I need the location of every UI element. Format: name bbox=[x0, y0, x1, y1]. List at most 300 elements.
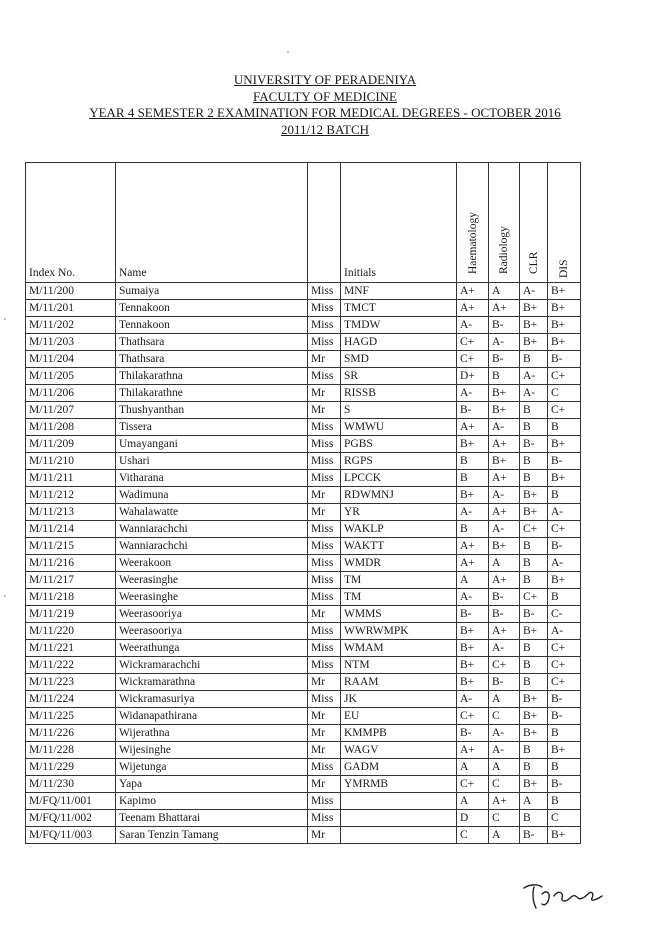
cell-title: Miss bbox=[308, 793, 341, 810]
cell-haem: B bbox=[457, 453, 489, 470]
cell-dis: C+ bbox=[548, 521, 581, 538]
cell-haem: D+ bbox=[457, 368, 489, 385]
cell-rad: B+ bbox=[489, 538, 520, 555]
table-row bbox=[26, 793, 581, 810]
cell-name: Weerasooriya bbox=[116, 606, 308, 623]
cell-dis: B- bbox=[548, 453, 581, 470]
col-header-dis: DIS bbox=[548, 163, 581, 283]
cell-index: M/11/225 bbox=[26, 708, 116, 725]
exam-title: YEAR 4 SEMESTER 2 EXAMINATION FOR MEDICAL DEGREES - OCTOBER 2016 bbox=[89, 105, 561, 120]
cell-haem: B bbox=[457, 521, 489, 538]
cell-index: M/11/228 bbox=[26, 742, 116, 759]
cell-clr: A- bbox=[520, 385, 548, 402]
cell-rad: B- bbox=[489, 351, 520, 368]
cell-name: Wickramasuriya bbox=[116, 691, 308, 708]
scan-mark bbox=[4, 595, 6, 597]
cell-index: M/11/214 bbox=[26, 521, 116, 538]
cell-initials: RISSB bbox=[341, 385, 457, 402]
table-row bbox=[26, 674, 581, 691]
cell-initials: WAKTT bbox=[341, 538, 457, 555]
cell-dis: C+ bbox=[548, 674, 581, 691]
cell-dis: A- bbox=[548, 555, 581, 572]
cell-haem: A+ bbox=[457, 538, 489, 555]
cell-initials: RGPS bbox=[341, 453, 457, 470]
cell-index: M/FQ/11/003 bbox=[26, 827, 116, 844]
cell-dis: B bbox=[548, 589, 581, 606]
table-row bbox=[26, 283, 581, 300]
cell-name: Tissera bbox=[116, 419, 308, 436]
cell-title: Miss bbox=[308, 623, 341, 640]
cell-name: Widanapathirana bbox=[116, 708, 308, 725]
cell-index: M/FQ/11/002 bbox=[26, 810, 116, 827]
cell-title: Mr bbox=[308, 351, 341, 368]
cell-index: M/11/222 bbox=[26, 657, 116, 674]
table-row bbox=[26, 436, 581, 453]
cell-title: Miss bbox=[308, 436, 341, 453]
cell-index: M/FQ/11/001 bbox=[26, 793, 116, 810]
cell-title: Miss bbox=[308, 300, 341, 317]
cell-title: Miss bbox=[308, 453, 341, 470]
cell-rad: A bbox=[489, 759, 520, 776]
cell-clr: A bbox=[520, 793, 548, 810]
cell-haem: B- bbox=[457, 402, 489, 419]
cell-initials: HAGD bbox=[341, 334, 457, 351]
cell-initials: WMMS bbox=[341, 606, 457, 623]
cell-name: Wickramarachchi bbox=[116, 657, 308, 674]
cell-title: Miss bbox=[308, 470, 341, 487]
cell-name: Weerasooriya bbox=[116, 623, 308, 640]
cell-name: Thilakarathna bbox=[116, 368, 308, 385]
cell-dis: B- bbox=[548, 351, 581, 368]
table-row bbox=[26, 504, 581, 521]
cell-name: Wahalawatte bbox=[116, 504, 308, 521]
cell-haem: A+ bbox=[457, 300, 489, 317]
cell-index: M/11/210 bbox=[26, 453, 116, 470]
cell-rad: A bbox=[489, 555, 520, 572]
cell-name: Wickramarathna bbox=[116, 674, 308, 691]
cell-initials: TMDW bbox=[341, 317, 457, 334]
cell-index: M/11/212 bbox=[26, 487, 116, 504]
table-row bbox=[26, 827, 581, 844]
cell-initials: WMDR bbox=[341, 555, 457, 572]
cell-initials: WAGV bbox=[341, 742, 457, 759]
cell-name: Tennakoon bbox=[116, 300, 308, 317]
cell-dis: B- bbox=[548, 776, 581, 793]
cell-clr: B bbox=[520, 470, 548, 487]
table-row bbox=[26, 487, 581, 504]
cell-rad: A+ bbox=[489, 793, 520, 810]
cell-index: M/11/209 bbox=[26, 436, 116, 453]
cell-dis: B+ bbox=[548, 334, 581, 351]
cell-dis: B+ bbox=[548, 742, 581, 759]
cell-index: M/11/218 bbox=[26, 589, 116, 606]
cell-index: M/11/221 bbox=[26, 640, 116, 657]
cell-dis: B+ bbox=[548, 283, 581, 300]
col-header-name: Name bbox=[116, 163, 308, 283]
cell-clr: B bbox=[520, 742, 548, 759]
cell-name: Saran Tenzin Tamang bbox=[116, 827, 308, 844]
cell-index: M/11/204 bbox=[26, 351, 116, 368]
cell-haem: B+ bbox=[457, 487, 489, 504]
table-row bbox=[26, 555, 581, 572]
table-row bbox=[26, 453, 581, 470]
cell-dis: B bbox=[548, 793, 581, 810]
cell-rad: A+ bbox=[489, 470, 520, 487]
col-header-title bbox=[308, 163, 341, 283]
cell-dis: B- bbox=[548, 691, 581, 708]
results-body bbox=[26, 283, 581, 844]
cell-haem: B bbox=[457, 470, 489, 487]
cell-clr: A- bbox=[520, 283, 548, 300]
cell-rad: B- bbox=[489, 674, 520, 691]
cell-title: Mr bbox=[308, 504, 341, 521]
cell-initials: WMWU bbox=[341, 419, 457, 436]
cell-rad: B bbox=[489, 368, 520, 385]
cell-haem: C+ bbox=[457, 351, 489, 368]
cell-initials: JK bbox=[341, 691, 457, 708]
header-row bbox=[26, 163, 581, 283]
cell-dis: B bbox=[548, 419, 581, 436]
cell-title: Mr bbox=[308, 827, 341, 844]
cell-dis: B+ bbox=[548, 317, 581, 334]
cell-clr: A- bbox=[520, 368, 548, 385]
table-row bbox=[26, 810, 581, 827]
cell-initials: TMCT bbox=[341, 300, 457, 317]
cell-initials: KMMPB bbox=[341, 725, 457, 742]
cell-initials: WWRWMPK bbox=[341, 623, 457, 640]
cell-dis: C- bbox=[548, 606, 581, 623]
document-header bbox=[0, 72, 650, 138]
cell-rad: A- bbox=[489, 640, 520, 657]
table-row bbox=[26, 368, 581, 385]
cell-name: Umayangani bbox=[116, 436, 308, 453]
cell-rad: C+ bbox=[489, 657, 520, 674]
cell-haem: A- bbox=[457, 504, 489, 521]
cell-title: Miss bbox=[308, 419, 341, 436]
cell-clr: B+ bbox=[520, 317, 548, 334]
cell-clr: C+ bbox=[520, 521, 548, 538]
cell-name: Thushyanthan bbox=[116, 402, 308, 419]
cell-index: M/11/226 bbox=[26, 725, 116, 742]
cell-rad: A bbox=[489, 283, 520, 300]
cell-dis: B+ bbox=[548, 300, 581, 317]
cell-dis: C+ bbox=[548, 640, 581, 657]
cell-title: Mr bbox=[308, 742, 341, 759]
cell-title: Miss bbox=[308, 283, 341, 300]
cell-initials: RDWMNJ bbox=[341, 487, 457, 504]
cell-index: M/11/217 bbox=[26, 572, 116, 589]
cell-name: Teenam Bhattarai bbox=[116, 810, 308, 827]
cell-dis: B bbox=[548, 487, 581, 504]
cell-index: M/11/230 bbox=[26, 776, 116, 793]
cell-dis: A- bbox=[548, 623, 581, 640]
cell-index: M/11/219 bbox=[26, 606, 116, 623]
cell-clr: B+ bbox=[520, 623, 548, 640]
cell-title: Miss bbox=[308, 555, 341, 572]
cell-name: Weerakoon bbox=[116, 555, 308, 572]
cell-name: Yapa bbox=[116, 776, 308, 793]
cell-index: M/11/220 bbox=[26, 623, 116, 640]
cell-initials: S bbox=[341, 402, 457, 419]
cell-dis: B+ bbox=[548, 827, 581, 844]
cell-name: Sumaiya bbox=[116, 283, 308, 300]
cell-haem: A- bbox=[457, 589, 489, 606]
col-header-haematology: Haematology bbox=[457, 163, 489, 283]
cell-title: Miss bbox=[308, 521, 341, 538]
cell-haem: B- bbox=[457, 606, 489, 623]
cell-initials: PGBS bbox=[341, 436, 457, 453]
table-row bbox=[26, 657, 581, 674]
cell-clr: B bbox=[520, 572, 548, 589]
cell-rad: A+ bbox=[489, 436, 520, 453]
table-row bbox=[26, 776, 581, 793]
cell-initials: TM bbox=[341, 589, 457, 606]
cell-title: Mr bbox=[308, 402, 341, 419]
cell-rad: A- bbox=[489, 334, 520, 351]
cell-title: Mr bbox=[308, 674, 341, 691]
cell-index: M/11/200 bbox=[26, 283, 116, 300]
cell-index: M/11/201 bbox=[26, 300, 116, 317]
cell-initials: MNF bbox=[341, 283, 457, 300]
cell-haem: A+ bbox=[457, 283, 489, 300]
cell-clr: B- bbox=[520, 606, 548, 623]
cell-initials: WAKLP bbox=[341, 521, 457, 538]
cell-title: Mr bbox=[308, 776, 341, 793]
cell-dis: B+ bbox=[548, 436, 581, 453]
cell-dis: C bbox=[548, 810, 581, 827]
table-row bbox=[26, 708, 581, 725]
cell-rad: C bbox=[489, 708, 520, 725]
cell-dis: B- bbox=[548, 538, 581, 555]
cell-clr: B bbox=[520, 657, 548, 674]
cell-haem: A+ bbox=[457, 555, 489, 572]
cell-rad: A- bbox=[489, 487, 520, 504]
cell-rad: A- bbox=[489, 521, 520, 538]
table-row bbox=[26, 742, 581, 759]
cell-clr: B bbox=[520, 402, 548, 419]
cell-initials: RAAM bbox=[341, 674, 457, 691]
cell-rad: A+ bbox=[489, 572, 520, 589]
cell-clr: B+ bbox=[520, 504, 548, 521]
cell-title: Miss bbox=[308, 317, 341, 334]
col-header-initials: Initials bbox=[341, 163, 457, 283]
cell-index: M/11/203 bbox=[26, 334, 116, 351]
results-table bbox=[25, 162, 581, 844]
cell-initials: SR bbox=[341, 368, 457, 385]
cell-haem: A- bbox=[457, 691, 489, 708]
cell-haem: A- bbox=[457, 317, 489, 334]
table-row bbox=[26, 589, 581, 606]
cell-dis: C+ bbox=[548, 657, 581, 674]
cell-rad: A bbox=[489, 691, 520, 708]
cell-clr: B bbox=[520, 674, 548, 691]
cell-name: Wijetunga bbox=[116, 759, 308, 776]
cell-rad: B+ bbox=[489, 402, 520, 419]
cell-clr: B+ bbox=[520, 708, 548, 725]
cell-haem: D bbox=[457, 810, 489, 827]
cell-name: Vitharana bbox=[116, 470, 308, 487]
cell-name: Kapimo bbox=[116, 793, 308, 810]
cell-haem: B+ bbox=[457, 640, 489, 657]
cell-rad: B- bbox=[489, 317, 520, 334]
cell-title: Miss bbox=[308, 572, 341, 589]
table-row bbox=[26, 623, 581, 640]
cell-rad: C bbox=[489, 810, 520, 827]
col-header-radiology: Radiology bbox=[489, 163, 520, 283]
cell-title: Miss bbox=[308, 810, 341, 827]
university-title: UNIVERSITY OF PERADENIYA bbox=[233, 72, 417, 87]
table-row bbox=[26, 640, 581, 657]
cell-dis: B bbox=[548, 725, 581, 742]
scan-mark bbox=[4, 318, 6, 320]
table-row bbox=[26, 300, 581, 317]
cell-name: Wijesinghe bbox=[116, 742, 308, 759]
cell-title: Miss bbox=[308, 759, 341, 776]
cell-initials: YMRMB bbox=[341, 776, 457, 793]
cell-dis: B+ bbox=[548, 470, 581, 487]
col-header-index: Index No. bbox=[26, 163, 116, 283]
cell-title: Miss bbox=[308, 691, 341, 708]
cell-title: Miss bbox=[308, 538, 341, 555]
cell-name: Thilakarathne bbox=[116, 385, 308, 402]
cell-title: Miss bbox=[308, 640, 341, 657]
cell-clr: B+ bbox=[520, 725, 548, 742]
cell-index: M/11/213 bbox=[26, 504, 116, 521]
table-row bbox=[26, 572, 581, 589]
cell-initials bbox=[341, 827, 457, 844]
cell-index: M/11/205 bbox=[26, 368, 116, 385]
cell-name: Wanniarachchi bbox=[116, 521, 308, 538]
cell-title: Miss bbox=[308, 368, 341, 385]
cell-clr: B bbox=[520, 640, 548, 657]
cell-rad: B- bbox=[489, 589, 520, 606]
cell-rad: A+ bbox=[489, 504, 520, 521]
cell-name: Ushari bbox=[116, 453, 308, 470]
cell-rad: A+ bbox=[489, 300, 520, 317]
cell-clr: B+ bbox=[520, 300, 548, 317]
cell-initials: GADM bbox=[341, 759, 457, 776]
cell-clr: B+ bbox=[520, 487, 548, 504]
cell-haem: B+ bbox=[457, 657, 489, 674]
cell-name: Weerasinghe bbox=[116, 572, 308, 589]
cell-clr: B bbox=[520, 538, 548, 555]
cell-index: M/11/216 bbox=[26, 555, 116, 572]
cell-dis: C bbox=[548, 385, 581, 402]
cell-index: M/11/206 bbox=[26, 385, 116, 402]
cell-haem: A bbox=[457, 572, 489, 589]
cell-rad: A+ bbox=[489, 623, 520, 640]
cell-haem: A bbox=[457, 759, 489, 776]
cell-title: Mr bbox=[308, 487, 341, 504]
cell-title: Mr bbox=[308, 725, 341, 742]
cell-name: Wadimuna bbox=[116, 487, 308, 504]
cell-rad: C bbox=[489, 776, 520, 793]
cell-initials: SMD bbox=[341, 351, 457, 368]
cell-dis: A- bbox=[548, 504, 581, 521]
cell-clr: B- bbox=[520, 827, 548, 844]
cell-haem: B+ bbox=[457, 623, 489, 640]
cell-haem: A+ bbox=[457, 419, 489, 436]
cell-index: M/11/215 bbox=[26, 538, 116, 555]
cell-clr: B bbox=[520, 810, 548, 827]
table-row bbox=[26, 725, 581, 742]
cell-rad: B- bbox=[489, 606, 520, 623]
table-row bbox=[26, 402, 581, 419]
cell-title: Miss bbox=[308, 657, 341, 674]
cell-initials: TM bbox=[341, 572, 457, 589]
cell-clr: B bbox=[520, 759, 548, 776]
table-row bbox=[26, 521, 581, 538]
cell-rad: A- bbox=[489, 725, 520, 742]
table-row bbox=[26, 351, 581, 368]
cell-dis: B- bbox=[548, 708, 581, 725]
table-row bbox=[26, 538, 581, 555]
cell-rad: B+ bbox=[489, 453, 520, 470]
cell-clr: B+ bbox=[520, 776, 548, 793]
table-row bbox=[26, 419, 581, 436]
table-row bbox=[26, 334, 581, 351]
table-row bbox=[26, 759, 581, 776]
cell-initials: EU bbox=[341, 708, 457, 725]
cell-haem: A- bbox=[457, 385, 489, 402]
cell-clr: B bbox=[520, 555, 548, 572]
cell-name: Tennakoon bbox=[116, 317, 308, 334]
cell-haem: C bbox=[457, 827, 489, 844]
cell-clr: B+ bbox=[520, 334, 548, 351]
cell-rad: A- bbox=[489, 419, 520, 436]
cell-name: Thathsara bbox=[116, 334, 308, 351]
cell-initials bbox=[341, 793, 457, 810]
cell-clr: B- bbox=[520, 436, 548, 453]
cell-initials: WMAM bbox=[341, 640, 457, 657]
table-row bbox=[26, 606, 581, 623]
cell-initials bbox=[341, 810, 457, 827]
cell-dis: C+ bbox=[548, 402, 581, 419]
table-row bbox=[26, 317, 581, 334]
cell-index: M/11/208 bbox=[26, 419, 116, 436]
cell-clr: B+ bbox=[520, 691, 548, 708]
cell-clr: B bbox=[520, 419, 548, 436]
cell-index: M/11/202 bbox=[26, 317, 116, 334]
cell-title: Mr bbox=[308, 708, 341, 725]
cell-rad: B+ bbox=[489, 385, 520, 402]
cell-haem: A bbox=[457, 793, 489, 810]
cell-dis: B bbox=[548, 759, 581, 776]
cell-haem: B+ bbox=[457, 436, 489, 453]
cell-haem: B- bbox=[457, 725, 489, 742]
cell-dis: C+ bbox=[548, 368, 581, 385]
cell-title: Miss bbox=[308, 589, 341, 606]
table-row bbox=[26, 470, 581, 487]
cell-index: M/11/224 bbox=[26, 691, 116, 708]
faculty-title: FACULTY OF MEDICINE bbox=[253, 88, 397, 104]
cell-clr: C+ bbox=[520, 589, 548, 606]
cell-clr: B bbox=[520, 453, 548, 470]
cell-haem: B+ bbox=[457, 674, 489, 691]
table-row bbox=[26, 385, 581, 402]
cell-haem: A+ bbox=[457, 742, 489, 759]
cell-initials: YR bbox=[341, 504, 457, 521]
cell-haem: C+ bbox=[457, 334, 489, 351]
cell-haem: C+ bbox=[457, 776, 489, 793]
cell-initials: LPCCK bbox=[341, 470, 457, 487]
cell-name: Wijerathna bbox=[116, 725, 308, 742]
cell-index: M/11/211 bbox=[26, 470, 116, 487]
cell-index: M/11/207 bbox=[26, 402, 116, 419]
cell-haem: C+ bbox=[457, 708, 489, 725]
batch-title: 2011/12 BATCH bbox=[281, 121, 369, 137]
scan-mark bbox=[287, 51, 289, 53]
